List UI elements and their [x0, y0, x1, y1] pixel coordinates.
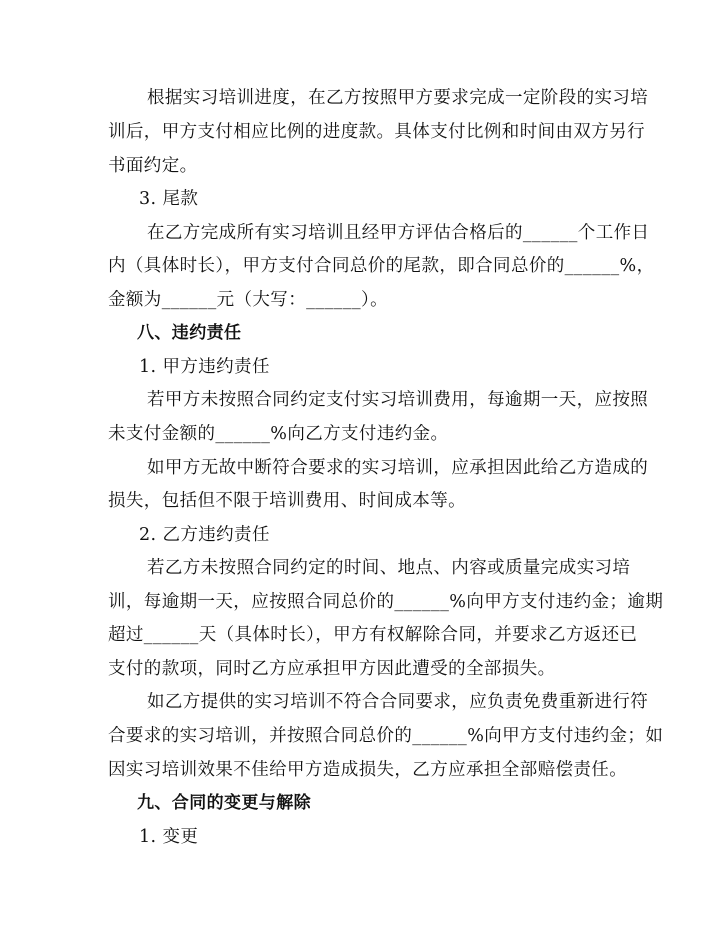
- section-item-title: 1. 变更: [139, 827, 199, 847]
- paragraph-line: 书面约定。: [108, 156, 198, 176]
- paragraph-line: 若甲方未按照合同约定支付实习培训费用，每逾期一天，应按照: [147, 390, 649, 410]
- paragraph-line: 若乙方未按照合同约定的时间、地点、内容或质量完成实习培: [147, 558, 631, 578]
- paragraph-line: 损失，包括但不限于培训费用、时间成本等。: [108, 491, 466, 511]
- paragraph-line: 如乙方提供的实习培训不符合合同要求，应负责免费重新进行符: [147, 692, 649, 712]
- section-item-title: 1. 甲方违约责任: [139, 357, 270, 377]
- paragraph-line: 内（具体时长），甲方支付合同总价的尾款，即合同总价的______%，: [108, 256, 655, 276]
- paragraph-line: 训，每逾期一天，应按照合同总价的______%向甲方支付违约金；逾期: [108, 592, 664, 612]
- section-item-title: 2. 乙方违约责任: [139, 525, 270, 545]
- paragraph-line: 支付的款项，同时乙方应承担甲方因此遭受的全部损失。: [108, 659, 556, 679]
- paragraph-line: 未支付金额的______%向乙方支付违约金。: [108, 424, 449, 444]
- paragraph-line: 如甲方无故中断符合要求的实习培训，应承担因此给乙方造成的: [147, 458, 649, 478]
- paragraph-line: 根据实习培训进度，在乙方按照甲方要求完成一定阶段的实习培: [147, 88, 649, 108]
- paragraph-line: 在乙方完成所有实习培训且经甲方评估合格后的______个工作日: [147, 223, 650, 243]
- section-heading: 九、合同的变更与解除: [137, 793, 311, 813]
- section-heading: 八、违约责任: [137, 323, 242, 343]
- paragraph-line: 合要求的实习培训，并按照合同总价的______%向甲方支付违约金；如: [108, 726, 664, 746]
- paragraph-line: 超过______天（具体时长），甲方有权解除合同，并要求乙方返还已: [108, 625, 638, 645]
- paragraph-line: 因实习培训效果不佳给甲方造成损失，乙方应承担全部赔偿责任。: [108, 760, 628, 780]
- paragraph-line: 训后，甲方支付相应比例的进度款。具体支付比例和时间由双方另行: [108, 122, 645, 142]
- paragraph-line: 金额为______元（大写：______）。: [108, 290, 389, 310]
- section-item-title: 3. 尾款: [139, 189, 199, 209]
